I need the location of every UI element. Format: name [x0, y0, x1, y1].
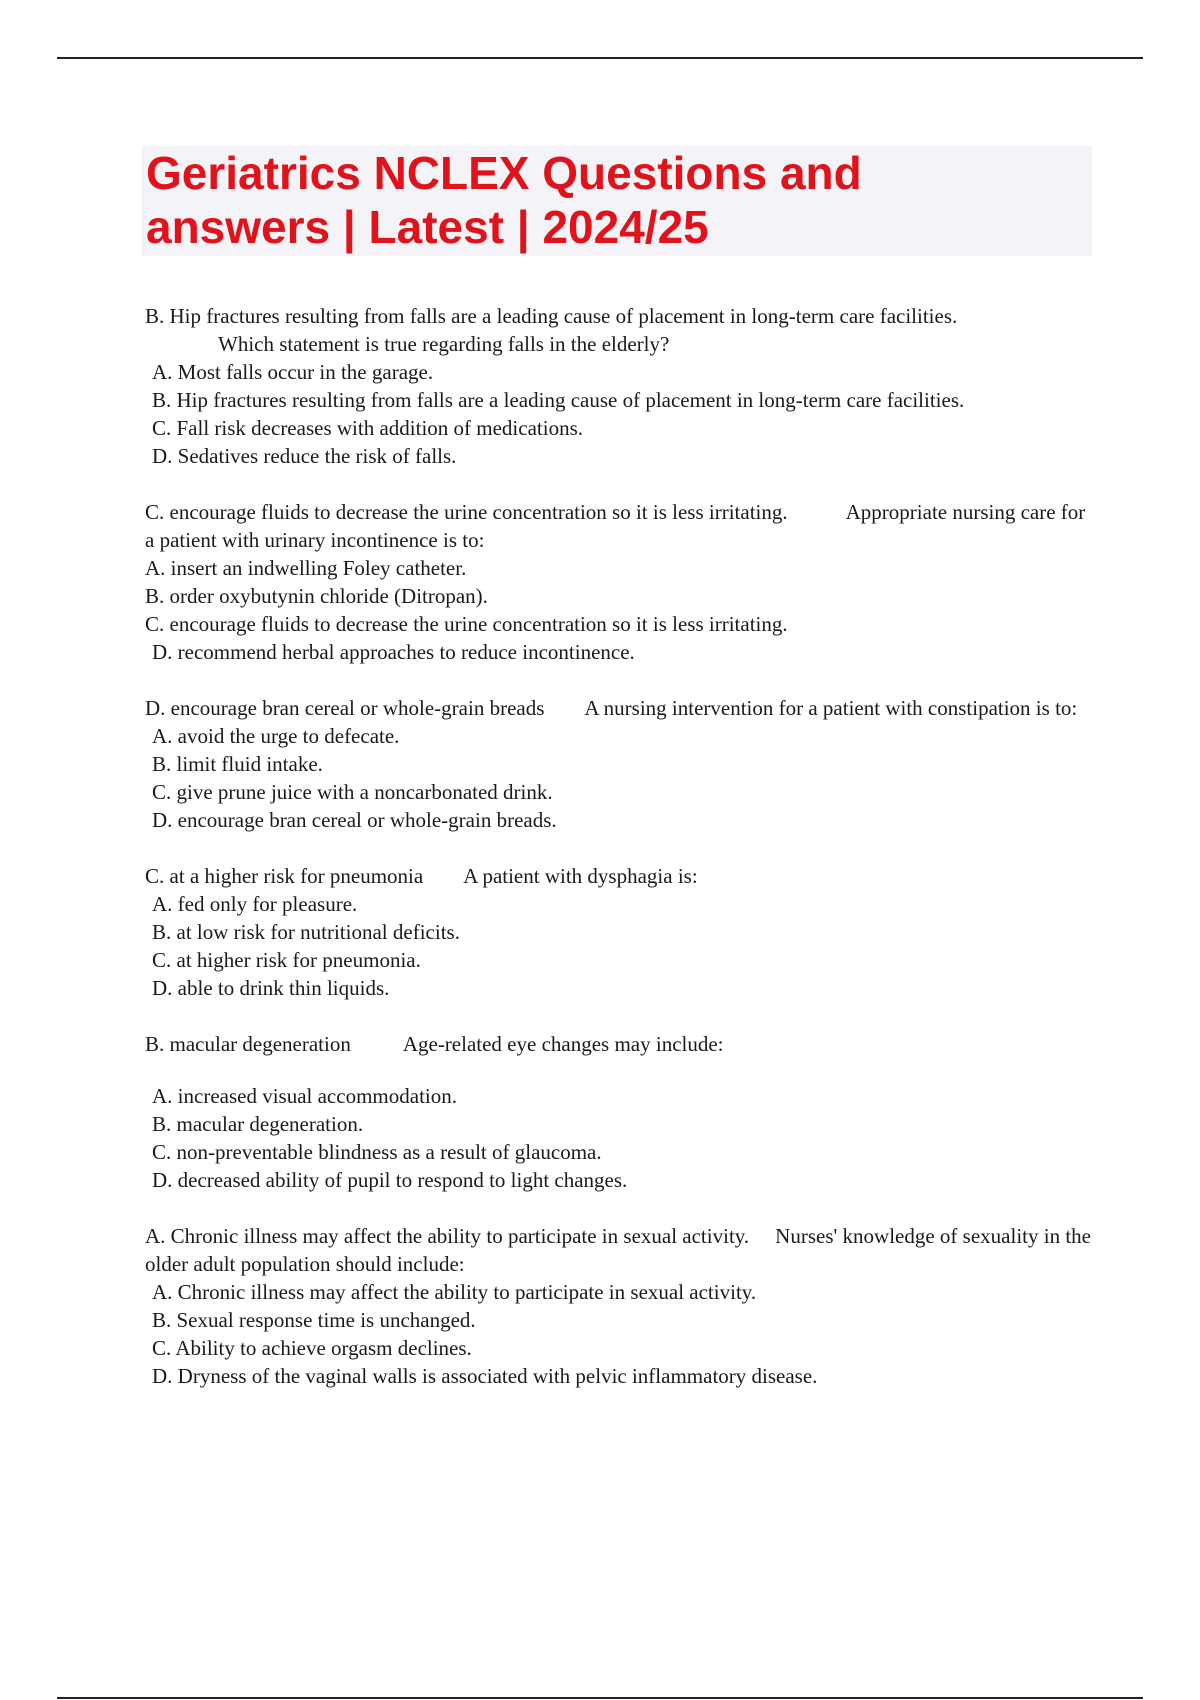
question-stem: [145, 498, 1095, 554]
option-list: [145, 722, 1095, 834]
question-block-falls: [145, 302, 1095, 470]
option-d: D. Dryness of the vaginal walls is associated with pelvic inflammatory disease.: [152, 1364, 818, 1388]
option-c: C. non-preventable blindness as a result of glaucoma.: [152, 1140, 602, 1164]
question-list: [145, 302, 1095, 1418]
option-b: B. Hip fractures resulting from falls are a leading cause of placement in long-term care facilities.: [152, 388, 965, 412]
option-a: A. insert an indwelling Foley catheter.: [145, 556, 467, 580]
option-list: [145, 554, 1095, 666]
option-c: C. encourage fluids to decrease the urine concentration so it is less irritating.: [145, 612, 788, 636]
question-stem: [145, 862, 1095, 890]
option-c: C. Ability to achieve orgasm declines.: [152, 1336, 472, 1360]
bottom-rule: [57, 1697, 1143, 1699]
option-b: B. Sexual response time is unchanged.: [152, 1308, 476, 1332]
option-b: B. limit fluid intake.: [152, 752, 323, 776]
option-a: A. fed only for pleasure.: [152, 892, 358, 916]
page-title-line-2: answers | Latest | 2024/25: [146, 201, 709, 253]
question-text: A patient with dysphagia is:: [463, 864, 698, 888]
option-list: [145, 1082, 1095, 1194]
answer-text: B. Hip fractures resulting from falls are a leading cause of placement in long-term care facilities.: [145, 304, 958, 328]
option-a: A. increased visual accommodation.: [152, 1084, 457, 1108]
option-c: C. Fall risk decreases with addition of medications.: [152, 416, 583, 440]
question-block-incontinence: [145, 498, 1095, 666]
question-stem: [145, 302, 1095, 358]
answer-text: C. encourage fluids to decrease the urine concentration so it is less irritating.: [145, 500, 788, 524]
question-text: Age-related eye changes may include:: [402, 1032, 724, 1056]
question-text: Nurses' knowledge of sexuality in the older adult population should include:: [145, 1224, 1091, 1276]
page-title-line-1: Geriatrics NCLEX Questions and: [146, 147, 862, 199]
option-b: B. order oxybutynin chloride (Ditropan).: [145, 584, 488, 608]
top-rule: [57, 57, 1143, 59]
option-list: [145, 1278, 1095, 1390]
option-c: C. at higher risk for pneumonia.: [152, 948, 421, 972]
option-a: A. avoid the urge to defecate.: [152, 724, 400, 748]
option-a: A. Most falls occur in the garage.: [152, 360, 434, 384]
question-stem: [145, 1222, 1095, 1278]
question-block-eye-changes: [145, 1030, 1095, 1194]
question-block-sexuality: [145, 1222, 1095, 1390]
answer-text: C. at a higher risk for pneumonia: [145, 864, 424, 888]
option-list: [145, 358, 1095, 470]
question-block-dysphagia: [145, 862, 1095, 1002]
question-text: Which statement is true regarding falls in the elderly?: [218, 332, 670, 356]
option-d: D. encourage bran cereal or whole-grain breads.: [152, 808, 557, 832]
option-d: D. decreased ability of pupil to respond to light changes.: [152, 1168, 628, 1192]
answer-text: A. Chronic illness may affect the ability to participate in sexual activity.: [145, 1224, 750, 1248]
option-c: C. give prune juice with a noncarbonated drink.: [152, 780, 553, 804]
question-stem: [145, 694, 1095, 722]
option-d: D. able to drink thin liquids.: [152, 976, 390, 1000]
question-block-constipation: [145, 694, 1095, 834]
question-text: Appropriate nursing care for a patient with urinary incontinence is to:: [145, 500, 1086, 552]
option-b: B. macular degeneration.: [152, 1112, 364, 1136]
option-d: D. Sedatives reduce the risk of falls.: [152, 444, 457, 468]
answer-text: D. encourage bran cereal or whole-grain breads: [145, 696, 545, 720]
option-a: A. Chronic illness may affect the ability to participate in sexual activity.: [152, 1280, 757, 1304]
question-stem: [145, 1030, 1095, 1058]
answer-text: B. macular degeneration: [145, 1032, 351, 1056]
option-b: B. at low risk for nutritional deficits.: [152, 920, 460, 944]
option-d: D. recommend herbal approaches to reduce incontinence.: [152, 640, 635, 664]
question-text: A nursing intervention for a patient with constipation is to:: [584, 696, 1078, 720]
option-list: [145, 890, 1095, 1002]
